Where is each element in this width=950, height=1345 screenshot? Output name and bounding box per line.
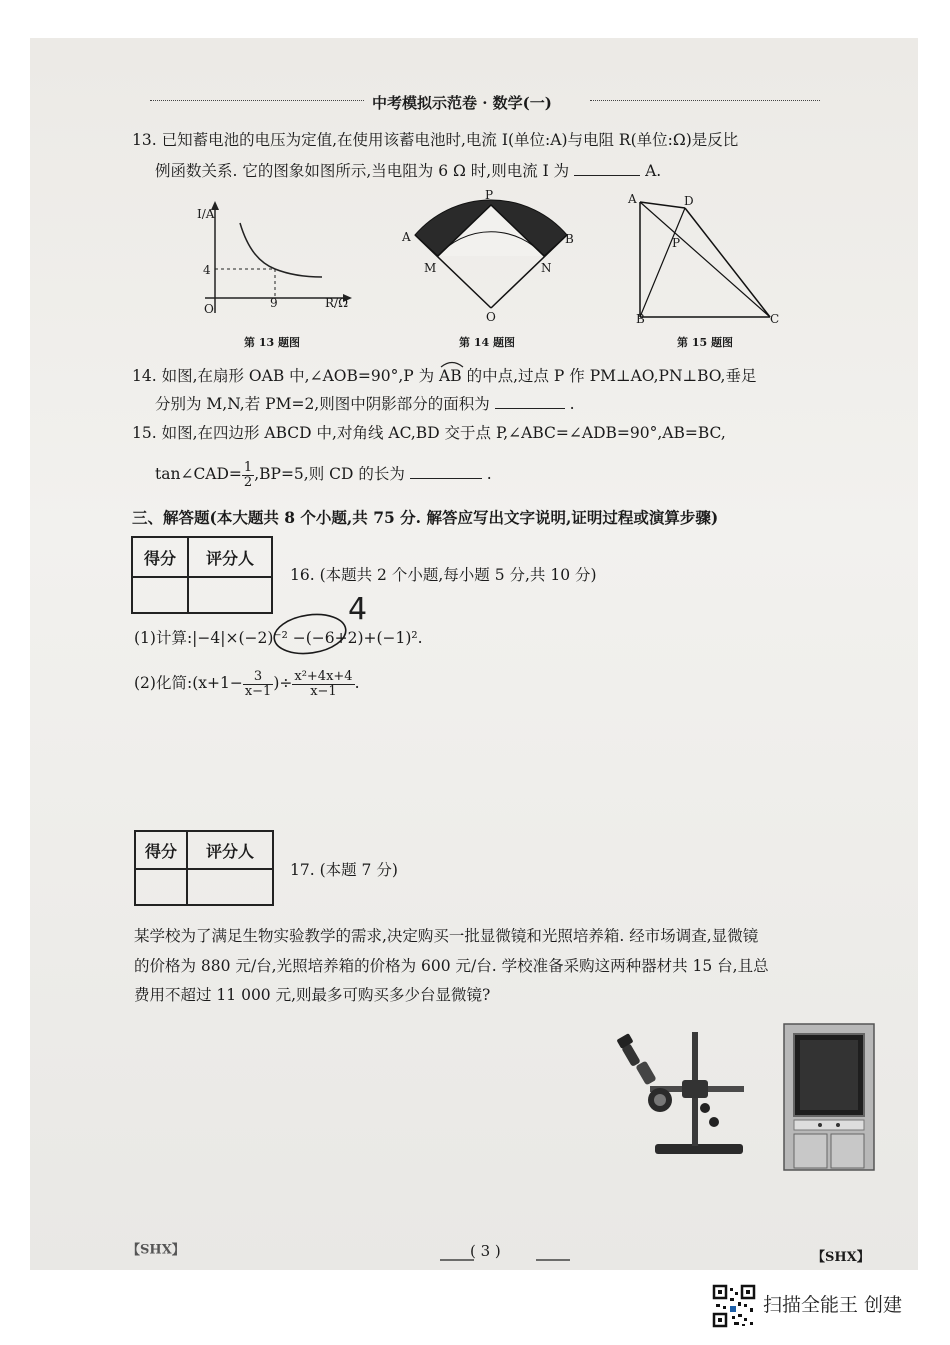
q17-score-header: 得分 (135, 831, 187, 869)
q16-part2-end: . (354, 674, 360, 692)
qr-code-icon (712, 1284, 756, 1328)
q16-fraction-1 (243, 670, 274, 699)
q15-line1: 15. 如图,在四边形 ABCD 中,对角线 AC,BD 交于点 P,∠ABC=∠ADB=90°,AB=BC, (132, 424, 726, 442)
q17-title: 17. (本题 7 分) (290, 861, 398, 879)
q15-period: . (486, 465, 492, 483)
q15-frac-num: 1 (243, 459, 253, 475)
q15-frac-den: 2 (243, 474, 253, 490)
header-rule-left (150, 100, 364, 101)
q13-answer-blank (574, 161, 640, 176)
q16-score-box (131, 536, 273, 614)
page-header-title: 中考模拟示范卷 · 数学(一) (372, 94, 552, 112)
q15-fraction (242, 461, 254, 490)
q16-title: 16. (本题共 2 个小题,每小题 5 分,共 10 分) (290, 566, 597, 584)
q13-line2 (155, 161, 661, 181)
q15-tan-text: tan∠CAD= (155, 465, 242, 483)
q14-line1-text: 14. 如图,在扇形 OAB 中,∠AOB=90°,P 为 (132, 367, 435, 385)
q16-score-header: 得分 (132, 537, 188, 577)
fig15-label-c: C (770, 312, 780, 326)
fig14-label-a: A (402, 230, 411, 244)
fig15-caption: 第 15 题图 (677, 336, 733, 349)
q14-arc-ab (439, 366, 462, 386)
q16-frac2-num: x²+4x+4 (294, 668, 353, 684)
q16-frac1-den: x−1 (244, 683, 272, 699)
q16-part1: (1)计算:|−4|×(−2)⁻² −(−6+2)+(−1)². (134, 629, 423, 647)
q16-part2-mid: )÷ (273, 674, 293, 692)
q14-arc-text: AB (439, 367, 462, 385)
q14-line1 (132, 366, 757, 386)
scanner-watermark: 扫描全能王 创建 (763, 1294, 903, 1316)
fig15-label-a: A (628, 192, 637, 206)
fig14-label-o: O (486, 310, 496, 324)
arc-mark-icon (439, 360, 465, 368)
page-number-brackets (430, 1235, 580, 1265)
incubator-image (780, 1022, 880, 1172)
q15-line2 (155, 455, 492, 493)
q13-line1: 13. 已知蓄电池的电压为定值,在使用该蓄电池时,电流 I(单位:A)与电阻 R(单位:Ω)是反比 (132, 131, 739, 149)
fig13-x-tick: 9 (270, 296, 278, 310)
q14-line1-rest: 的中点,过点 P 作 PM⊥AO,PN⊥BO,垂足 (466, 367, 757, 385)
fig13-origin-label: O (204, 302, 214, 316)
fig15-label-d: D (684, 194, 694, 208)
q16-frac2-den: x−1 (310, 683, 337, 699)
fig13-y-axis-label: I/A (197, 207, 215, 221)
q16-grader-header: 评分人 (188, 537, 272, 577)
q14-answer-blank (495, 394, 565, 409)
fig13-y-tick: 4 (203, 263, 211, 277)
fig14-caption: 第 14 题图 (459, 336, 515, 349)
fig15-label-b: B (636, 312, 645, 326)
q16-frac1-num: 3 (243, 670, 274, 685)
q17-line1: 某学校为了满足生物实验教学的需求,决定购买一批显微镜和光照培养箱. 经市场调查,显微镜 (134, 927, 759, 945)
q16-fraction-2 (292, 670, 354, 699)
q16-part2-lead: (x+1− (192, 674, 243, 692)
figure-14-sector (400, 190, 585, 325)
handwritten-note: 4 (348, 592, 368, 627)
q16-part2-label: (2)化简: (134, 674, 193, 692)
q16-score-cell[interactable] (132, 577, 188, 613)
section-3-title: 三、解答题(本大题共 8 个小题,共 75 分. 解答应写出文字说明,证明过程或演算步骤) (132, 508, 719, 527)
fig14-label-b: B (565, 232, 574, 246)
q16-grader-cell[interactable] (188, 577, 272, 613)
page-number: ( 3 ) (470, 1242, 501, 1260)
q17-score-cell[interactable] (135, 869, 187, 905)
q17-grader-header: 评分人 (187, 831, 273, 869)
fig13-x-axis-label: R/Ω (325, 296, 349, 310)
header-rule-right (590, 100, 820, 101)
fig14-label-n: N (541, 261, 552, 275)
q17-score-box (134, 830, 274, 906)
figure-15-quadrilateral (620, 192, 790, 327)
q15-line2-rest: ,BP=5,则 CD 的长为 (254, 465, 405, 483)
footer-code-left: 【XHS】 (127, 1240, 185, 1255)
q16-part2 (134, 664, 360, 702)
q17-grader-cell[interactable] (187, 869, 273, 905)
fig13-caption: 第 13 题图 (244, 336, 300, 349)
fig15-label-p: P (672, 236, 681, 250)
fig14-label-m: M (424, 261, 437, 275)
footer-code-right: 【SHX】 (812, 1250, 870, 1265)
handwritten-circle (268, 600, 358, 656)
q15-answer-blank (410, 464, 482, 479)
q17-line2: 的价格为 880 元/台,光照培养箱的价格为 600 元/台. 学校准备采购这两种器材共 15 台,且总 (134, 957, 769, 975)
q14-period: . (569, 395, 575, 413)
q14-line2-text: 分别为 M,N,若 PM=2,则图中阴影部分的面积为 (155, 395, 490, 413)
q13-unit: A. (645, 162, 662, 180)
q13-line2-text: 例函数关系. 它的图象如图所示,当电阻为 6 Ω 时,则电流 I 为 (155, 162, 570, 180)
q17-line3: 费用不超过 11 000 元,则最多可购买多少台显微镜? (134, 986, 491, 1004)
q14-line2 (155, 394, 575, 414)
microscope-image (610, 1022, 770, 1162)
fig14-label-p: P (485, 188, 494, 202)
